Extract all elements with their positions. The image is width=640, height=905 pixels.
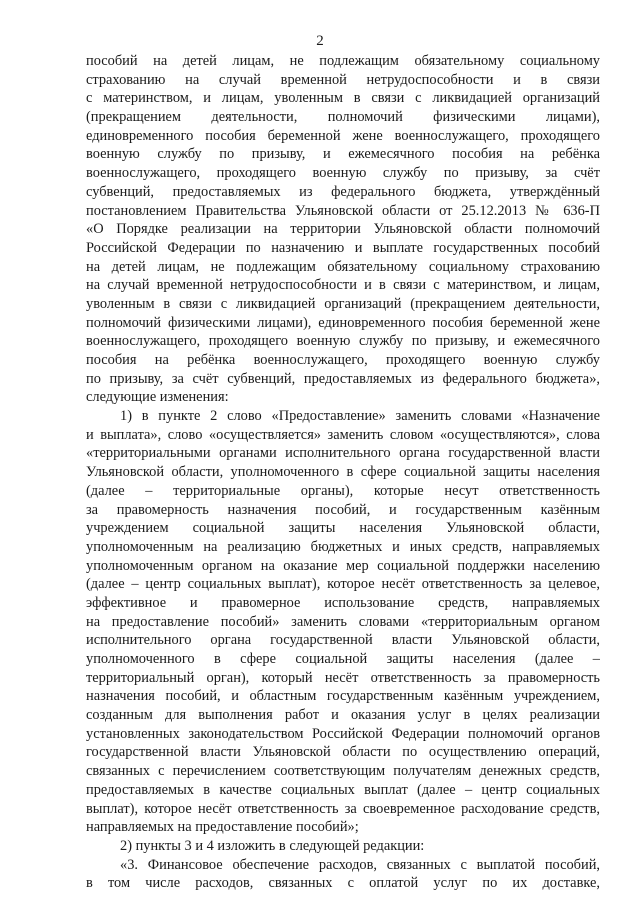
text-line: уполномоченного в сфере социальной защиты населения (далее – bbox=[86, 651, 600, 667]
text-line: государственной власти Ульяновской области по осуществлению операций, bbox=[86, 744, 600, 761]
text-line: в том числе расходов, связанных с оплатой услуг по их доставке, bbox=[86, 875, 600, 892]
text-line: уполномоченным органом на оказание мер социальной поддержки населению bbox=[86, 557, 600, 574]
text-line: направляемых на предоставление пособий»; bbox=[86, 819, 359, 836]
text-line: военнослужащего, проходящего военную службу по призыву, за счёт bbox=[86, 165, 600, 182]
text-line: назначения пособий, и областным государственным казённым учреждением, bbox=[86, 688, 600, 705]
text-line: выплат), которое несёт ответственность за своевременное расходование средств, bbox=[86, 800, 600, 817]
text-line: связанных с перечислением соответствующим получателям денежных средств, bbox=[86, 763, 600, 780]
text-line: (далее – центр социальных выплат), которое несёт ответственность за целевое, bbox=[86, 576, 600, 593]
text-line: полномочий физическими лицами), единовременного пособия беременной жене bbox=[86, 314, 600, 331]
text-line: 2) пункты 3 и 4 изложить в следующей редакции: bbox=[120, 837, 425, 854]
text-line: уволенным в связи с ликвидацией организаций (прекращением деятельности, bbox=[86, 295, 600, 312]
document-body bbox=[86, 52, 600, 893]
text-line: исполнительного органа государственной власти Ульяновской области, bbox=[86, 632, 600, 649]
text-line: пособия на ребёнка военнослужащего, проходящего военную службу bbox=[86, 352, 600, 368]
text-line: за правомерность назначения пособий, и государственным казённым bbox=[86, 501, 600, 518]
text-line: постановлением Правительства Ульяновской области от 25.12.2013 № 636-П bbox=[86, 202, 600, 219]
text-line: 1) в пункте 2 слово «Предоставление» заменить словами «Назначение bbox=[120, 408, 600, 425]
text-line: эффективное и правомерное использование средств, направляемых bbox=[86, 594, 600, 611]
text-line: субвенций, предоставляемых из федерального бюджета, утверждённый bbox=[86, 183, 600, 200]
text-line: на детей лицам, не подлежащим обязательному социальному страхованию bbox=[86, 258, 600, 275]
text-line: Российской Федерации по назначению и выплате государственных пособий bbox=[86, 239, 600, 256]
text-line: на предоставление пособий» заменить словами «территориальным органом bbox=[86, 613, 600, 630]
text-line: пособий на детей лицам, не подлежащим обязательному социальному bbox=[86, 53, 600, 69]
text-line: учреждением социальной защиты населения Ульяновской области, bbox=[86, 520, 600, 537]
text-line: (далее – территориальные органы), которые несут ответственность bbox=[86, 482, 600, 499]
text-line: и выплата», слово «осуществляется» заменить словом «осуществляются», слова bbox=[86, 426, 600, 443]
text-line: следующие изменения: bbox=[86, 389, 229, 406]
text-line: установленных законодательством Российской Федерации полномочий органов bbox=[86, 725, 600, 742]
text-line: страхованию на случай временной нетрудоспособности и в связи bbox=[86, 71, 600, 88]
text-line: предоставляемых в качестве социальных выплат (далее – центр социальных bbox=[86, 781, 600, 798]
text-line: по призыву, за счёт субвенций, предоставляемых из федерального бюджета», bbox=[86, 370, 600, 387]
text-line: на случай временной нетрудоспособности и в связи с материнством, и лицам, bbox=[86, 277, 600, 294]
text-line: уполномоченным на реализацию бюджетных и иных средств, направляемых bbox=[86, 538, 600, 555]
text-line: военную службу по призыву, и ежемесячного пособия на ребёнка bbox=[86, 146, 600, 163]
text-line: (прекращением деятельности, полномочий физическими лицами), bbox=[86, 109, 600, 126]
text-line: «3. Финансовое обеспечение расходов, связанных с выплатой пособий, bbox=[120, 856, 600, 873]
text-line: единовременного пособия беременной жене военнослужащего, проходящего bbox=[86, 127, 600, 144]
text-line: военнослужащего, проходящего военную службу по призыву, и ежемесячного bbox=[86, 333, 600, 350]
text-line: «О Порядке реализации на территории Ульяновской области полномочий bbox=[86, 221, 600, 238]
text-line: Ульяновской области, уполномоченного в сфере социальной защиты населения bbox=[86, 464, 600, 481]
text-line: с материнством, и лицам, уволенным в связи с ликвидацией организаций bbox=[86, 90, 600, 107]
text-line: «территориальными органами исполнительного органа государственной власти bbox=[86, 445, 600, 462]
text-line: территориальный орган), который несёт ответственность за правомерность bbox=[86, 669, 600, 686]
text-line: созданным для выполнения работ и оказания услуг в целях реализации bbox=[86, 707, 600, 724]
page-number: 2 bbox=[316, 33, 324, 49]
